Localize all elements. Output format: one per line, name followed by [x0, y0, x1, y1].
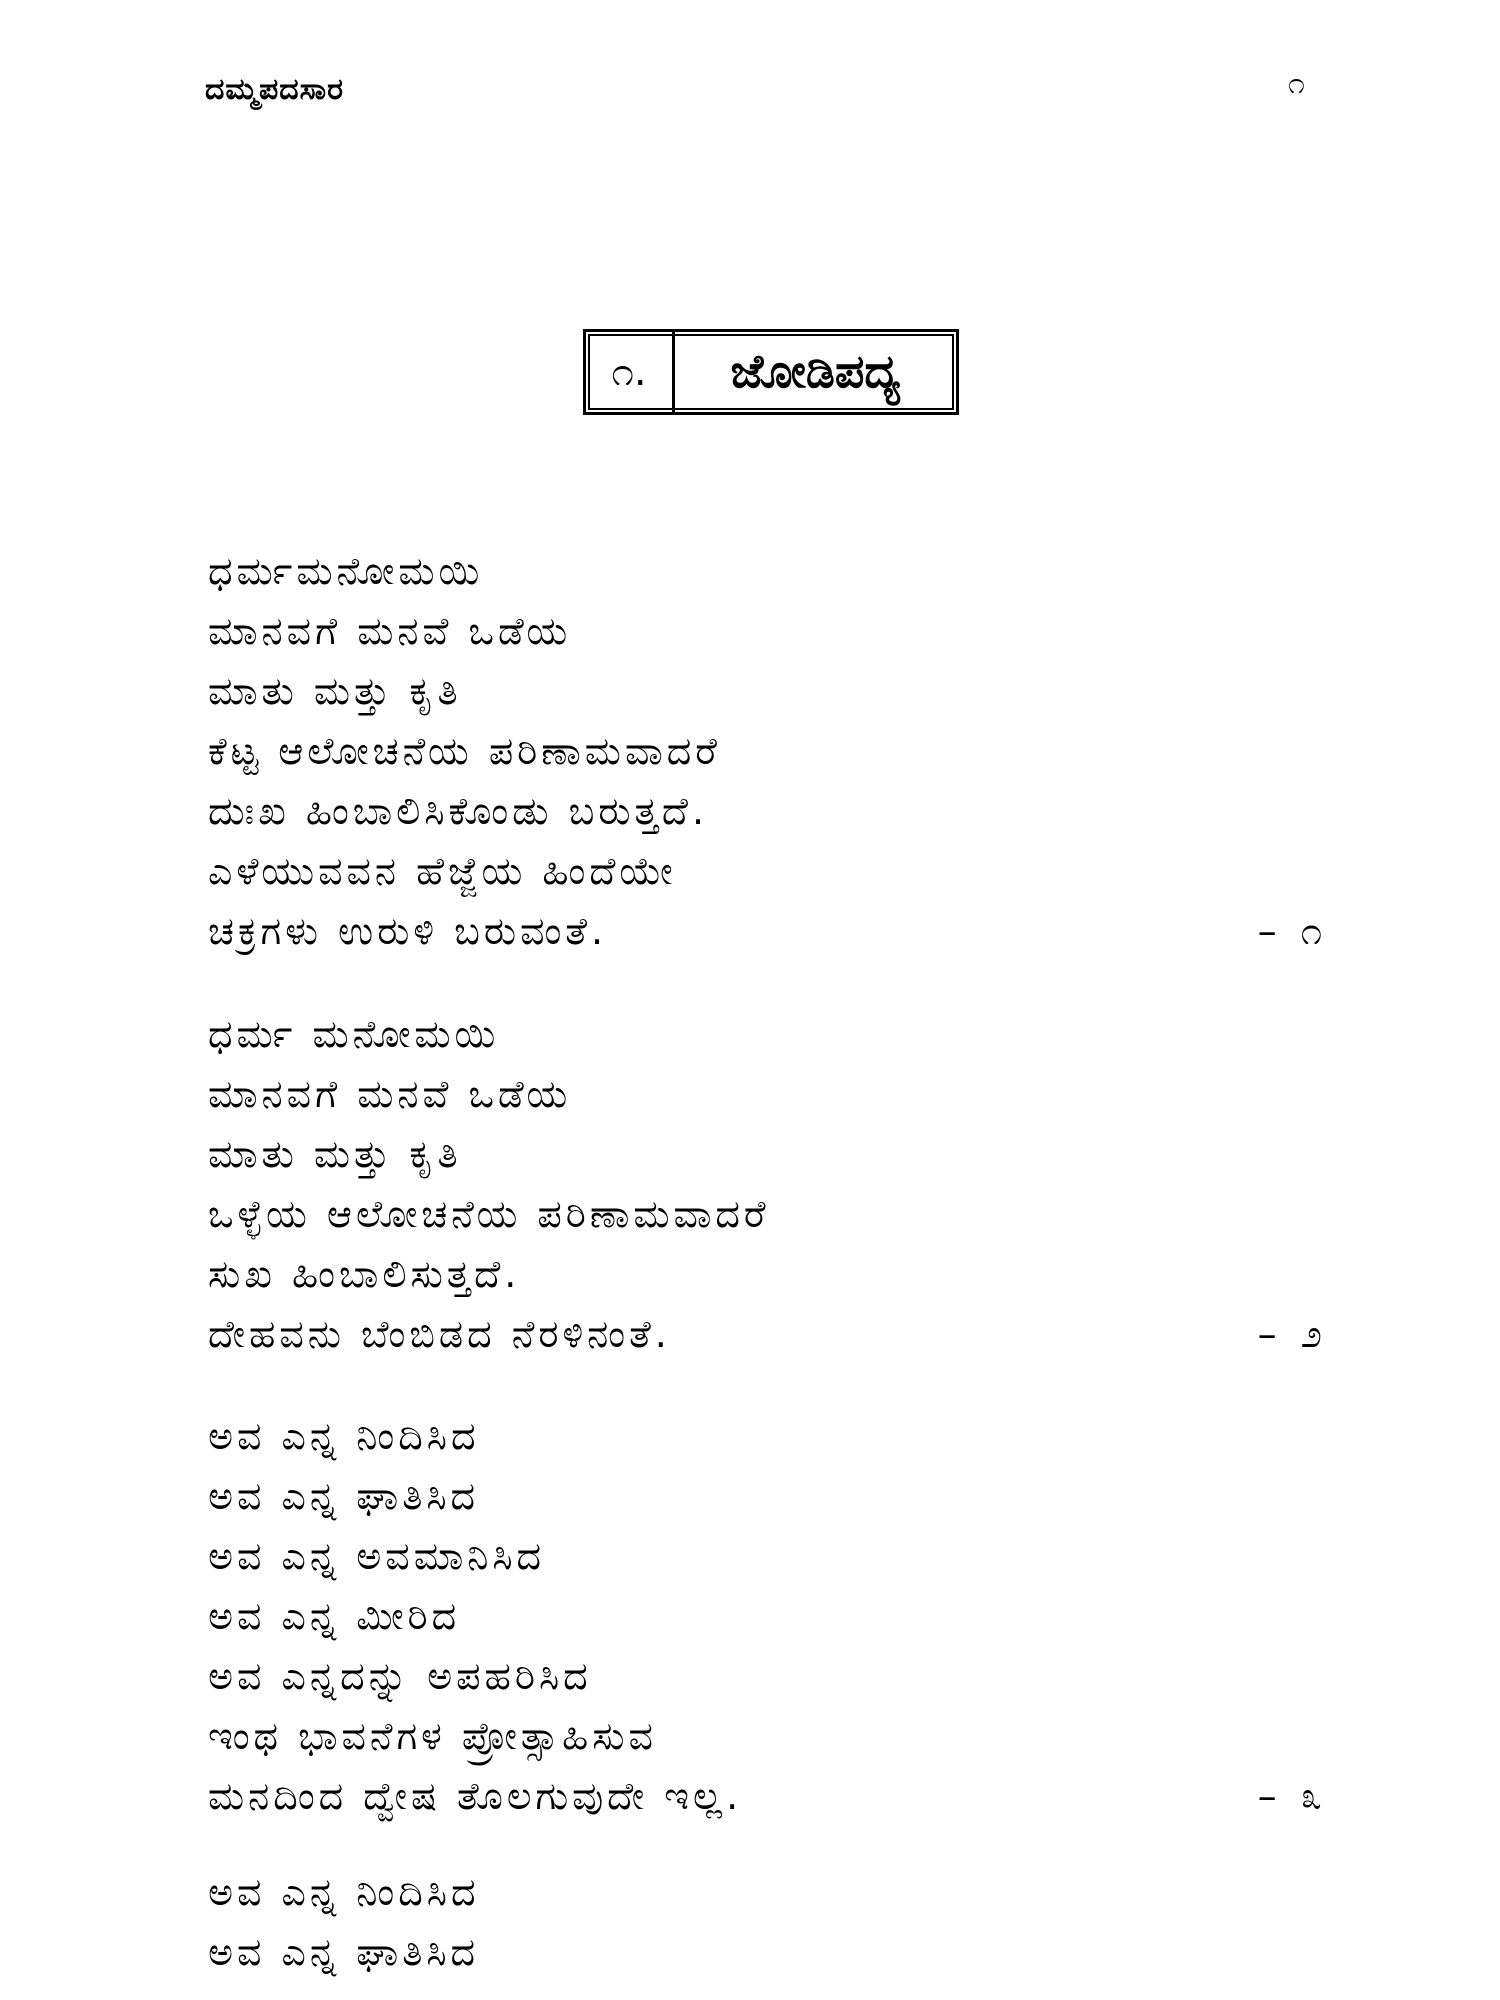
verse-line	[208, 1766, 1328, 1826]
verse-line: ಅವ ಎನ್ನ ಘಾತಿಸಿದ	[208, 1930, 480, 1974]
verse-line-text: ಚಕ್ರಗಳು ಉರುಳಿ ಬರುವಂತೆ.	[208, 909, 608, 953]
verse-line: ಸುಖ ಹಿಂಬಾಲಿಸುತ್ತದೆ.	[208, 1252, 521, 1296]
verse-line: ಅವ ಎನ್ನದನ್ನು ಅಪಹರಿಸಿದ	[208, 1654, 592, 1698]
stanza-4	[208, 1862, 1328, 1982]
verse-line: ದುಃಖ ಹಿಂಬಾಲಿಸಿಕೊಂಡು ಬರುತ್ತದೆ.	[208, 789, 709, 833]
verse-line: ಎಳೆಯುವವನ ಹೆಜ್ಜೆಯ ಹಿಂದೆಯೇ	[208, 849, 677, 893]
stanza-3	[208, 1406, 1328, 1826]
verse-line: ಧರ್ಮ ಮನೋಮಯಿ	[208, 1012, 500, 1056]
verse-line: ಮಾತು ಮತ್ತು ಕೃತಿ	[208, 1132, 462, 1176]
verse-line: ಧರ್ಮಮನೋಮಯಿ	[208, 549, 484, 593]
verse-line: ಮಾತು ಮತ್ತು ಕೃತಿ	[208, 669, 462, 713]
chapter-heading	[583, 329, 959, 415]
verse-line: ಇಂಥ ಭಾವನೆಗಳ ಪ್ರೋತ್ಸಾಹಿಸುವ	[208, 1714, 657, 1758]
verse-line-text: ದೇಹವನು ಬೆಂಬಿಡದ ನೆರಳಿನಂತೆ.	[208, 1312, 671, 1356]
verse-line: ಅವ ಎನ್ನ ನಿಂದಿಸಿದ	[208, 1414, 480, 1458]
verse-line	[208, 1304, 1328, 1364]
page-number: ೧	[1288, 66, 1305, 101]
verse-line: ಅವ ಎನ್ನ ಅವಮಾನಿಸಿದ	[208, 1534, 546, 1578]
stanza-1	[208, 541, 1328, 961]
running-header: ದಮ್ಮಪದಸಾರ	[205, 72, 344, 107]
verse-number: – ೧	[1257, 909, 1328, 953]
verse-line-text: ಮನದಿಂದ ದ್ವೇಷ ತೊಲಗುವುದೇ ಇಲ್ಲ.	[208, 1774, 743, 1818]
verse-line: ಮಾನವಗೆ ಮನವೆ ಒಡೆಯ	[208, 1072, 572, 1116]
verse-line	[208, 901, 1328, 961]
verse-line: ಅವ ಎನ್ನ ಘಾತಿಸಿದ	[208, 1474, 480, 1518]
verse-line: ಒಳ್ಳೆಯ ಆಲೋಚನೆಯ ಪರಿಣಾಮವಾದರೆ	[208, 1192, 770, 1236]
verse-line: ಅವ ಎನ್ನ ನಿಂದಿಸಿದ	[208, 1870, 480, 1914]
verse-line: ಮಾನವಗೆ ಮನವೆ ಒಡೆಯ	[208, 609, 572, 653]
chapter-title: ಜೋಡಿಪದ್ಯ	[730, 344, 901, 398]
stanza-2	[208, 1004, 1328, 1364]
verse-line: ಕೆಟ್ಟ ಆಲೋಚನೆಯ ಪರಿಣಾಮವಾದರೆ	[208, 729, 721, 773]
verse-number: – ೩	[1257, 1774, 1328, 1818]
chapter-number: ೧.	[586, 332, 675, 412]
verse-line: ಅವ ಎನ್ನ ಮೀರಿದ	[208, 1594, 461, 1638]
verse-number: – ೨	[1257, 1312, 1328, 1356]
